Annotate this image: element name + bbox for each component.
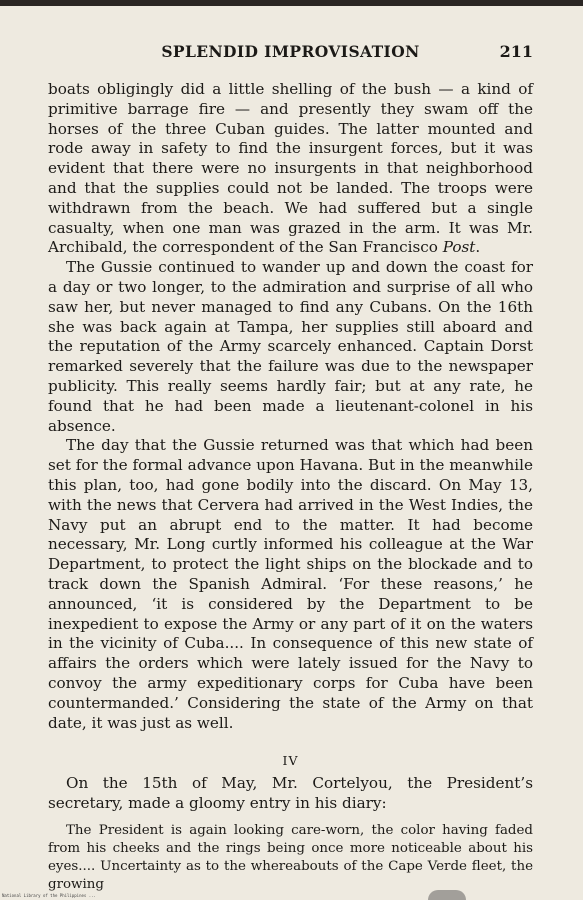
paragraph-1-italic: Post [442, 238, 476, 257]
page-top-border [0, 0, 583, 6]
page-body [48, 80, 533, 894]
section-paragraph: On the 15th of May, Mr. Cortelyou, the President’s secretary, made a gloomy entry in his diary: [48, 774, 533, 813]
block-quote: The President is again looking care-worn, the color having faded from his cheeks and the rings being once more noticeable about his eyes.... Uncertainty as to the whereabouts of the Cape Verde fleet, the growing [48, 822, 533, 892]
running-head: SPLENDID IMPROVISATION [161, 42, 420, 61]
scan-footer: National Library of the Philippines ... [2, 893, 96, 898]
paragraph-1 [48, 80, 533, 258]
section-number: IV [282, 753, 299, 769]
page-number: 211 [499, 42, 533, 61]
paragraph-2: The Gussie continued to wander up and down the coast for a day or two longer, to the admiration and surprise of all who saw her, but never managed to find any Cubans. On the 16th she was back again at Tampa, her supplies still aboard and the reputation of the Army scarcely enhanced. Captain Dorst remarked severely that the failure was due to the newspaper publicity. This really seems hardly fair; but at any rate, he found that he had been made a lieutenant-colonel in his absence. [48, 258, 533, 435]
paragraph-1-text: boats obligingly did a little shelling of the bush — a kind of primitive barrage fire — and presently they swam off the horses of the three Cuban guides. The latter mounted and rode away in safety to find the insurgent forces, but it was evident that there were no insurgents in that neighborhood and that the supplies could not be landed. The troops were withdrawn from the beach. We had suffered but a single casualty, when one man was grazed in the arm. It was Mr. Archibald, the correspondent of the San Francisco [48, 80, 533, 257]
paragraph-3: The day that the Gussie returned was that which had been set for the formal advance upon Havana. But in the meanwhile this plan, too, had gone bodily into the discard. On May 13, with the news that Cervera had arrived in the West Indies, the Navy put an abrupt end to the matter. It had become necessary, Mr. Long curtly informed his colleague at the War Department, to protect the light ships on the blockade and to track down the Spanish Admiral. ‘For these reasons,’ he announced, ‘it is considered by the Department to be inexpedient to expose the Army or any part of it on the waters in the vicinity of Cuba.... In consequence of this new state of affairs the orders which were lately issued for the Navy to convoy the army expeditionary corps for Cuba have been countermanded.’ Considering the state of the Army on that date, it was just as well. [48, 436, 533, 732]
page-header [48, 40, 533, 64]
scan-page-tab [428, 890, 466, 900]
paragraph-1-end: . [475, 238, 481, 257]
